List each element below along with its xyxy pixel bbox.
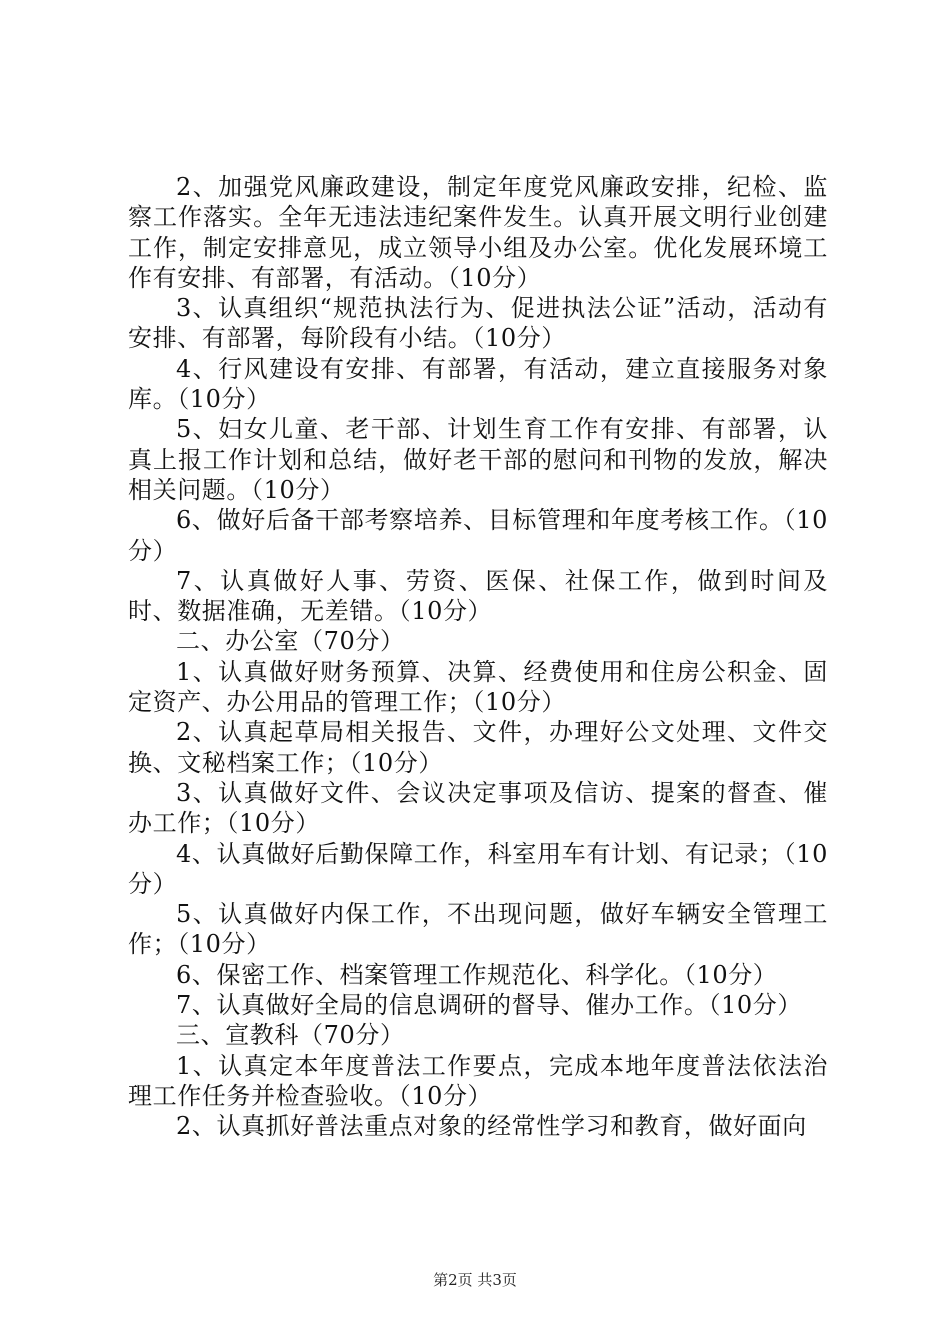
paragraph-women-children-veterans: 5、妇女儿童、老干部、计划生育工作有安排、有部署，认真上报工作计划和总结，做好老干部的慰问和刊物的发放，解决相关问题。（10分） [128, 415, 828, 504]
section-heading-education: 三、宣教科（70分） [176, 1021, 405, 1050]
paragraph-education-plan: 1、认真定本年度普法工作要点，完成本地年度普法依法治理工作任务并检查验收。（10分） [128, 1051, 828, 1110]
paragraph-personnel-work: 7、认真做好人事、劳资、医保、社保工作，做到时间及时、数据准确，无差错。（10分） [128, 566, 828, 626]
section-heading-office: 二、办公室（70分） [176, 627, 405, 656]
paragraph-office-confidentiality: 6、保密工作、档案管理工作规范化、科学化。（10分） [176, 960, 778, 989]
document-body [128, 172, 828, 1142]
paragraph-industry-conduct: 4、行风建设有安排、有部署，有活动，建立直接服务对象库。（10分） [128, 354, 828, 414]
paragraph-office-logistics: 4、认真做好后勤保障工作，科室用车有计划、有记录；（10分） [128, 839, 828, 898]
page-footer: 第2页 共3页 [433, 1271, 517, 1289]
paragraph-education-targets: 2、认真抓好普法重点对象的经常性学习和教育，做好面向 [176, 1112, 807, 1141]
paragraph-law-enforcement-activity: 3、认真组织“规范执法行为、促进执法公证”活动，活动有安排、有部署，每阶段有小结。（10分） [128, 294, 828, 353]
paragraph-cadre-training: 6、做好后备干部考察培养、目标管理和年度考核工作。（10分） [128, 506, 828, 565]
paragraph-office-documents: 2、认真起草局相关报告、文件，办理好公文处理、文件交换、文秘档案工作；（10分） [128, 718, 828, 777]
paragraph-office-security: 5、认真做好内保工作，不出现问题，做好车辆安全管理工作；（10分） [128, 900, 828, 959]
paragraph-office-information: 7、认真做好全局的信息调研的督导、催办工作。（10分） [176, 991, 803, 1020]
paragraph-office-finance: 1、认真做好财务预算、决算、经费使用和住房公积金、固定资产、办公用品的管理工作；（10分） [128, 657, 828, 717]
paragraph-office-supervision: 3、认真做好文件、会议决定事项及信访、提案的督查、催办工作；（10分） [128, 778, 828, 838]
paragraph-party-conduct: 2、加强党风廉政建设，制定年度党风廉政安排，纪检、监察工作落实。全年无违法违纪案件发生。认真开展文明行业创建工作，制定安排意见，成立领导小组及办公室。优化发展环境工作有安排、有部署，有活动。（10分） [128, 173, 828, 292]
